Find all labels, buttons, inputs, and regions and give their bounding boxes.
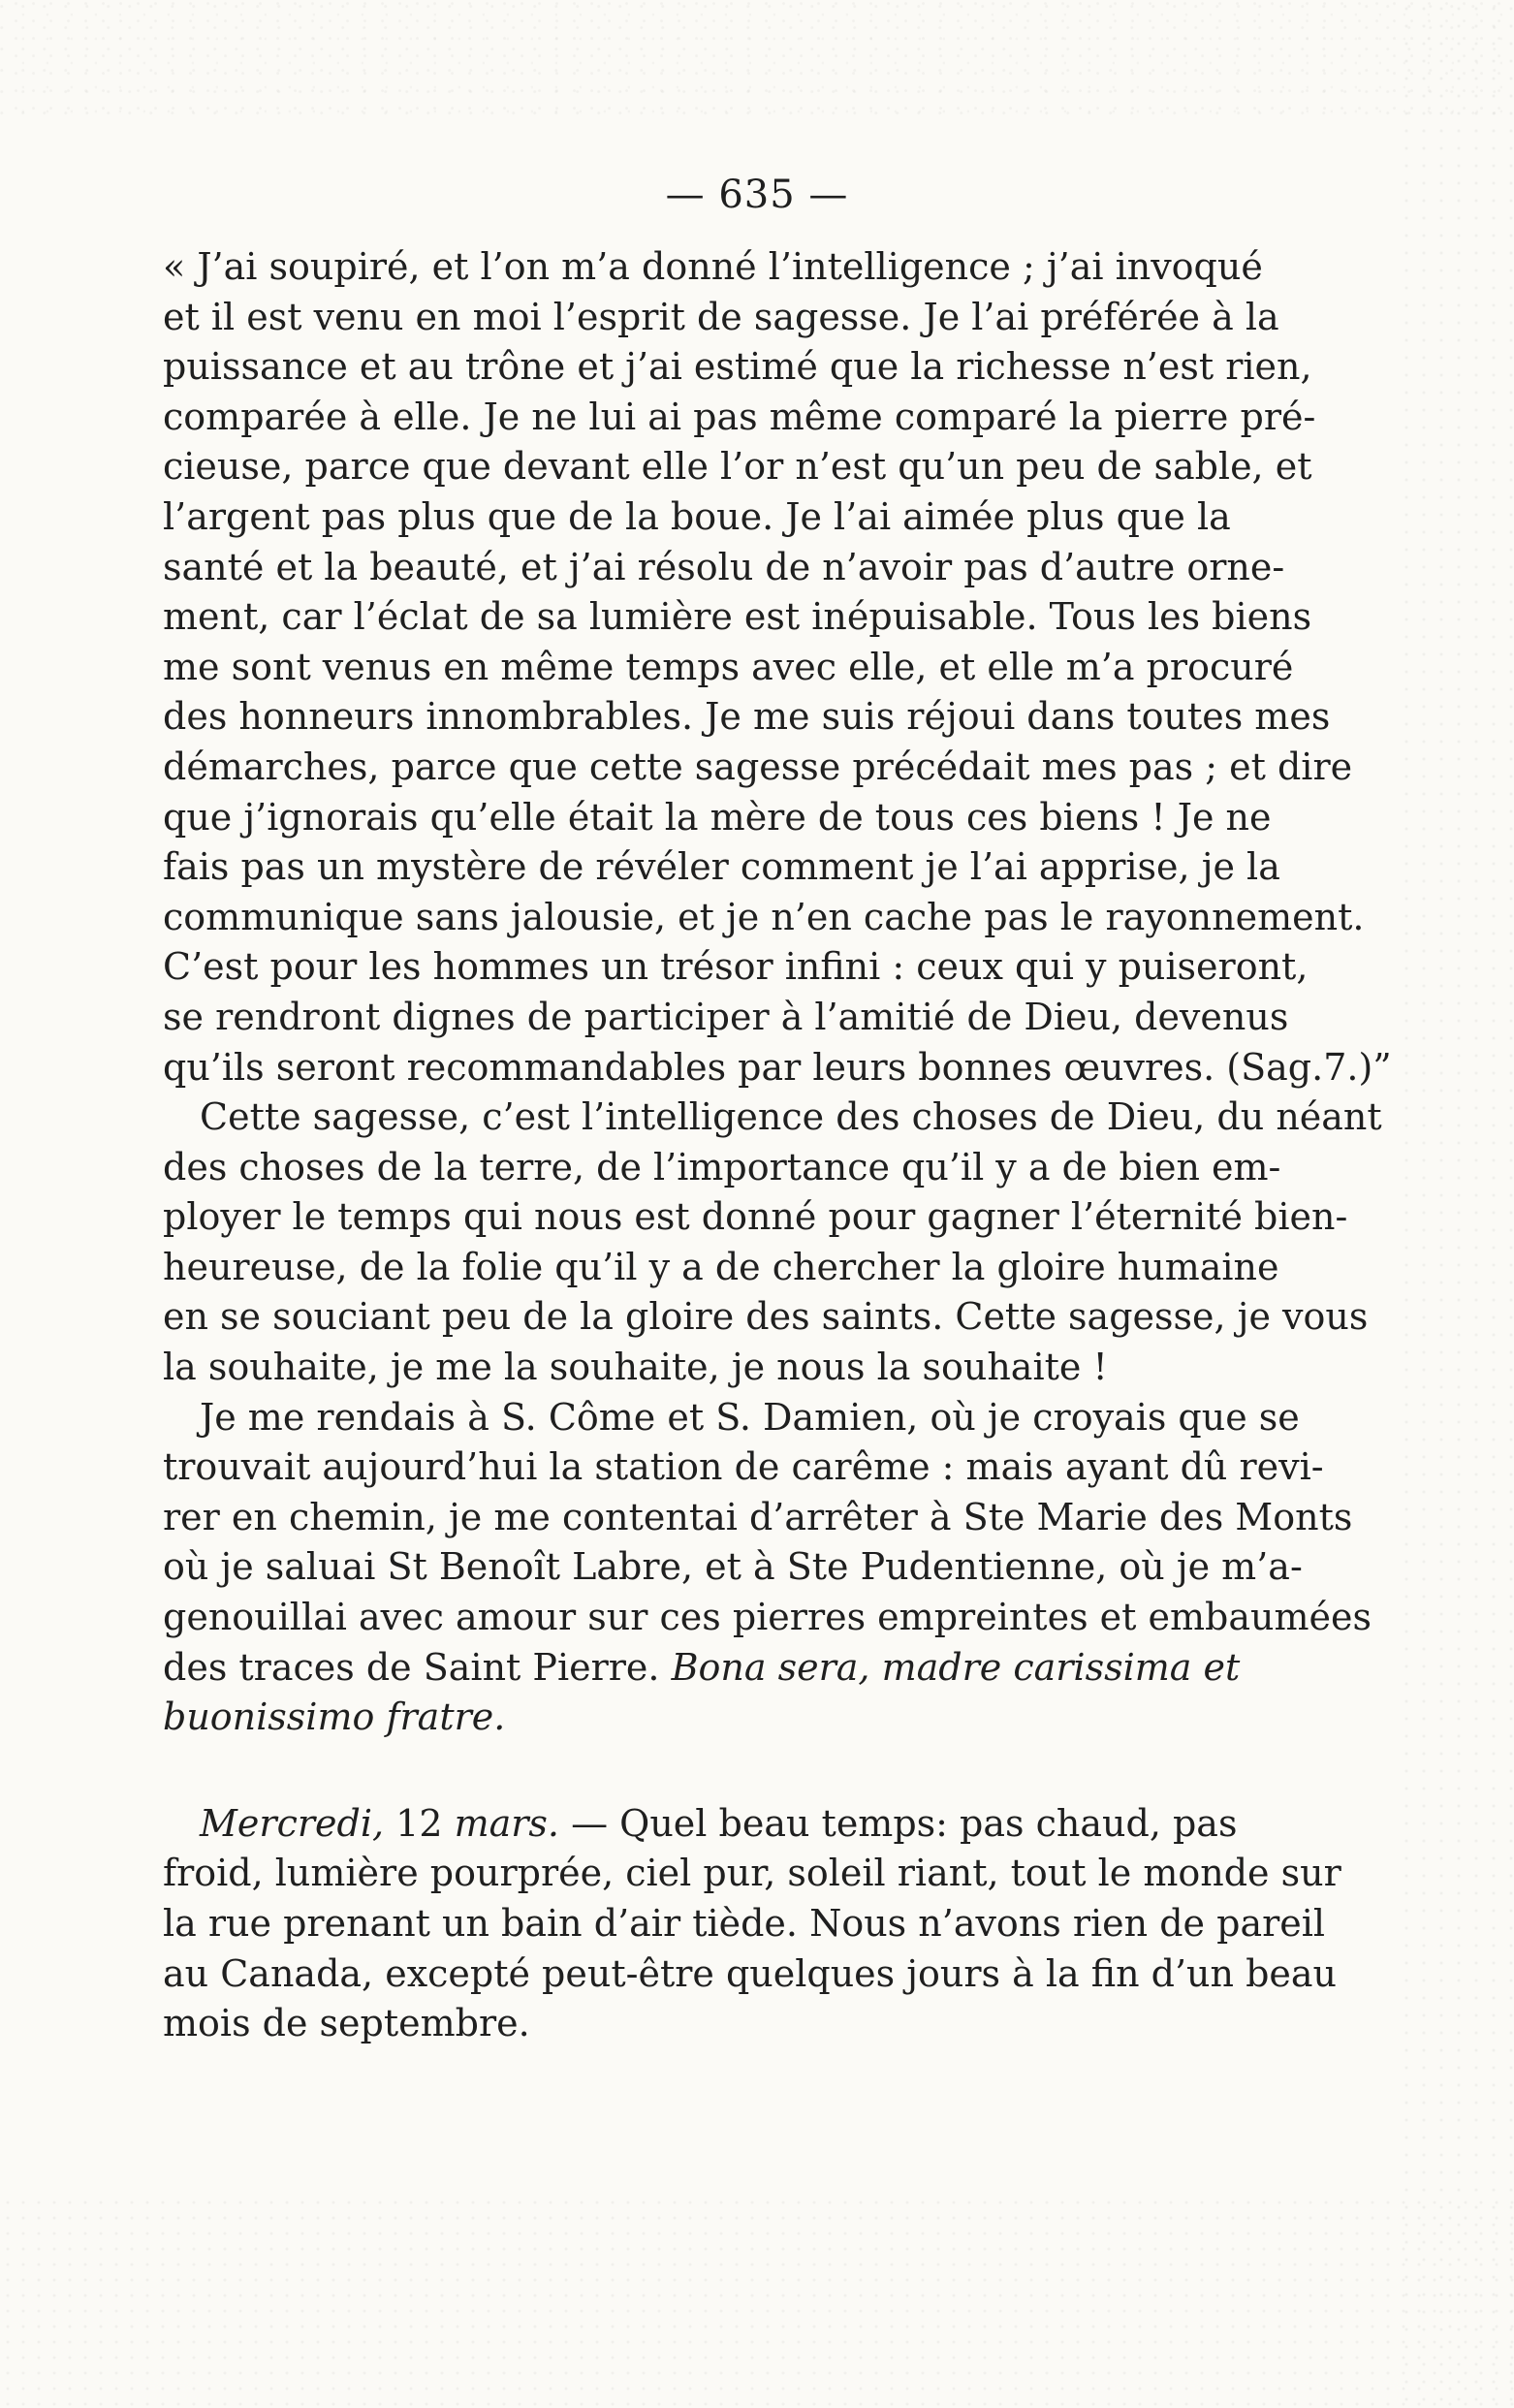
text-line: qu’ils seront recommandables par leurs bonnes œuvres. (Sag.7.)”: [163, 1045, 1392, 1089]
text-line: [163, 1643, 1241, 1694]
text-line: [163, 1799, 1238, 1850]
text-line: Je me rendais à S. Côme et S. Damien, où je croyais que se: [200, 1395, 1300, 1439]
text-line: comparée à elle. Je ne lui ai pas même comparé la pierre pré-: [163, 395, 1316, 438]
text-line: « J’ai soupiré, et l’on m’a donné l’intelligence ; j’ai invoqué: [163, 245, 1263, 288]
text-line: des choses de la terre, de l’importance qu’il y a de bien em-: [163, 1145, 1281, 1188]
text-line: cieuse, parce que devant elle l’or n’est qu’un peu de sable, et: [163, 445, 1312, 489]
entry-month: mars.: [454, 1801, 560, 1845]
text-line: ment, car l’éclat de sa lumière est inépuisable. Tous les biens: [163, 595, 1312, 639]
text-line: l’argent pas plus que de la boue. Je l’ai aimée plus que la: [163, 494, 1231, 538]
text-line: des honneurs innombrables. Je me suis réjoui dans toutes mes: [163, 695, 1331, 739]
scan-noise-right: [1398, 0, 1514, 2408]
text-segment: — Quel beau temps: pas chaud, pas: [559, 1801, 1238, 1845]
visit-paragraph: [163, 1393, 1372, 1743]
text-line: Cette sagesse, c’est l’intelligence des choses de Dieu, du néant: [200, 1095, 1382, 1139]
text-line: me sont venus en même temps avec elle, et elle m’a procuré: [163, 645, 1294, 688]
page-number: — 635 —: [665, 173, 849, 217]
text-line: se rendront dignes de participer à l’amitié de Dieu, devenus: [163, 995, 1289, 1038]
text-line: la souhaite, je me la souhaite, je nous la souhaite !: [163, 1346, 1108, 1389]
text-line: communique sans jalousie, et je n’en cache pas le rayonnement.: [163, 895, 1365, 938]
text-line: la rue prenant un bain d’air tiède. Nous n’avons rien de pareil: [163, 1902, 1326, 1945]
text-line: fais pas un mystère de révéler comment je l’ai apprise, je la: [163, 845, 1280, 889]
scan-noise-top: [0, 0, 1514, 116]
text-line: en se souciant peu de la gloire des saints. Cette sagesse, je vous: [163, 1295, 1369, 1339]
text-line: C’est pour les hommes un trésor infini : ceux qui y puiseront,: [163, 945, 1309, 989]
text-line: que j’ignorais qu’elle était la mère de tous ces biens ! Je ne: [163, 795, 1272, 839]
text-line: puissance et au trône et j’ai estimé que la richesse n’est rien,: [163, 345, 1312, 389]
page-text: [163, 242, 1392, 2049]
text-line: au Canada, excepté peut-être quelques jours à la fin d’un beau: [163, 1951, 1338, 1995]
entry-day: Mercredi,: [200, 1801, 385, 1845]
italic-phrase: Bona sera, madre carissima et: [671, 1645, 1241, 1689]
section-gap: [163, 1743, 1200, 1799]
text-line: genouillai avec amour sur ces pierres empreintes et embaumées: [163, 1596, 1372, 1639]
text-segment: des traces de Saint Pierre.: [163, 1645, 660, 1689]
entry-date-number: 12: [384, 1801, 455, 1845]
scan-noise-bottom: [0, 2195, 1514, 2408]
diary-entry: [163, 1799, 1341, 2049]
sagesse-paragraph: [163, 1093, 1382, 1393]
text-line: et il est venu en moi l’esprit de sagesse. Je l’ai préférée à la: [163, 295, 1279, 338]
text-line: heureuse, de la folie qu’il y a de chercher la gloire humaine: [163, 1245, 1279, 1288]
text-line: ployer le temps qui nous est donné pour gagner l’éternité bien-: [163, 1195, 1348, 1239]
text-line: santé et la beauté, et j’ai résolu de n’avoir pas d’autre orne-: [163, 545, 1285, 588]
text-line: froid, lumière pourprée, ciel pur, soleil riant, tout le monde sur: [163, 1852, 1341, 1895]
text-line: démarches, parce que cette sagesse précédait mes pas ; et dire: [163, 745, 1353, 788]
quote-paragraph: [163, 242, 1392, 1093]
text-line: rer en chemin, je me contentai d’arrêter à Ste Marie des Monts: [163, 1495, 1353, 1538]
text-line: mois de septembre.: [163, 2002, 530, 2045]
italic-line: buonissimo fratre.: [163, 1695, 506, 1739]
text-line: où je saluai St Benoît Labre, et à Ste Pudentienne, où je m’a-: [163, 1545, 1303, 1589]
text-line: trouvait aujourd’hui la station de carême : mais ayant dû revi-: [163, 1445, 1324, 1489]
